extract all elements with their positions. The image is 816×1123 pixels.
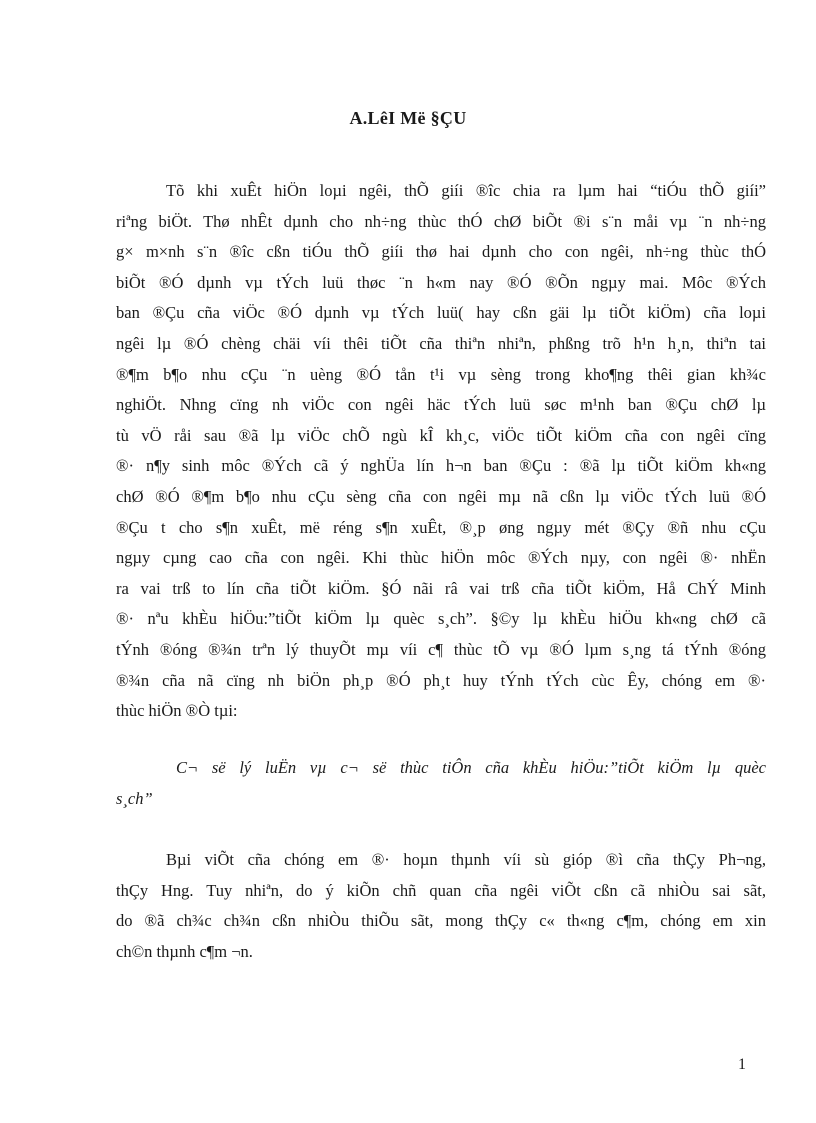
paragraph-line: tù vÖ råi sau ®ã lµ viÖc chÕ ngù kÎ kh¸c, viÖc tiÕt kiÖm cña con ngêi cïng — [116, 425, 766, 445]
paragraph-line: ®· n¶y sinh môc ®Ých cã ý nghÜa lín h¬n ban ®Çu : ®ã lµ tiÕt kiÖm kh«ng — [116, 456, 766, 476]
paragraph-line: Tõ khi xuÊt hiÖn loµi ngêi, thÕ giíi ®îc chia ra lµm hai “tiÓu thÕ giíi” — [166, 181, 766, 200]
paragraph-line: ®¾n cña nã cïng nh biÖn ph¸p ®Ó ph¸t huy tÝnh tÝch cùc Êy, chóng em ®· — [116, 670, 766, 690]
document-title: A.LêI Më §ÇU — [349, 108, 467, 128]
paragraph-line: thÇy Hng. Tuy nhiªn, do ý kiÕn chñ quan cña ngêi viÕt cßn cã nhiÒu sai sãt, — [116, 880, 766, 900]
paragraph-line: riªng biÖt. Thø nhÊt dµnh cho nh÷ng thùc thÓ chØ biÕt ®i s¨n måi vµ ¨n nh÷ng — [116, 211, 766, 231]
paragraph-line: ban ®Çu cña viÖc ®Ó dµnh vµ tÝch luü( hay cßn gäi lµ tiÕt kiÖm) cña loµi — [116, 303, 766, 323]
paragraph-line: do ®ã ch¾c ch¾n cßn nhiÒu thiÕu sãt, mong thÇy c« th«ng c¶m, chóng em xin — [116, 911, 766, 931]
paragraph-line: ngµy cµng cao cña con ngêi. Khi thùc hiÖn môc ®Ých nµy, con ngêi ®· nhËn — [116, 548, 766, 568]
paragraph-line: ®Çu t cho s¶n xuÊt, më réng s¶n xuÊt, ®¸p øng ngµy mét ®Çy ®ñ nhu cÇu — [116, 517, 766, 537]
paragraph-line: g× m×nh s¨n ®îc cßn tiÓu thÕ giíi thø hai dµnh cho con ngêi, nh÷ng thùc thÓ — [116, 242, 766, 262]
paragraph-line: tÝnh ®óng ®¾n trªn lý thuyÕt mµ víi c¶ thùc tÕ vµ ®Ó lµm s¸ng tá tÝnh ®óng — [116, 639, 766, 659]
page-number: 1 — [738, 1056, 746, 1073]
paragraph-line: chØ ®Ó ®¶m b¶o nhu cÇu sèng cña con ngêi mµ nã cßn lµ viÖc tÝch luü ®Ó — [116, 486, 766, 506]
paragraph-line: biÕt ®Ó dµnh vµ tÝch luü thøc ¨n h«m nay ®Ó ®Õn ngµy mai. Môc ®Ých — [116, 272, 766, 292]
paragraph-line: ra vai trß to lín cña tiÕt kiÖm. §Ó nãi râ vai trß cña tiÕt kiÖm, Hå ChÝ Minh — [116, 578, 766, 598]
paragraph-line: ngêi lµ ®Ó chèng chäi víi thêi tiÕt cña thiªn nhiªn, phßng trõ h¹n h¸n, thiªn tai — [116, 333, 766, 353]
topic-quote — [116, 753, 766, 814]
paragraph-line: ®· nªu khÈu hiÖu:”tiÕt kiÖm lµ quèc s¸ch”. §©y lµ khÈu hiÖu kh«ng chØ cã — [116, 609, 766, 629]
intro-paragraph — [116, 176, 766, 727]
paragraph-line: nghiÖt. Nhng cïng nh viÖc con ngêi häc tÝch luü søc m¹nh ban ®Çu chØ lµ — [116, 395, 766, 415]
paragraph-line: thùc hiÖn ®Ò tµi: — [116, 701, 238, 721]
paragraph-line: ®¶m b¶o nhu cÇu ¨n uèng ®Ó tån t¹i vµ sèng trong kho¶ng thêi gian kh¾c — [116, 364, 766, 384]
paragraph-line: ch©n thµnh c¶m ¬n. — [116, 941, 253, 961]
quote-line: C¬ së lý luËn vµ c¬ së thùc tiÔn cña khÈu hiÖu:”tiÕt kiÖm lµ quèc — [176, 758, 766, 777]
acknowledgement-paragraph — [116, 845, 766, 967]
paragraph-line: Bµi viÕt cña chóng em ®· hoµn thµnh víi sù gióp ®ì cña thÇy Ph¬ng, — [166, 850, 766, 869]
quote-line: s¸ch” — [116, 788, 153, 808]
